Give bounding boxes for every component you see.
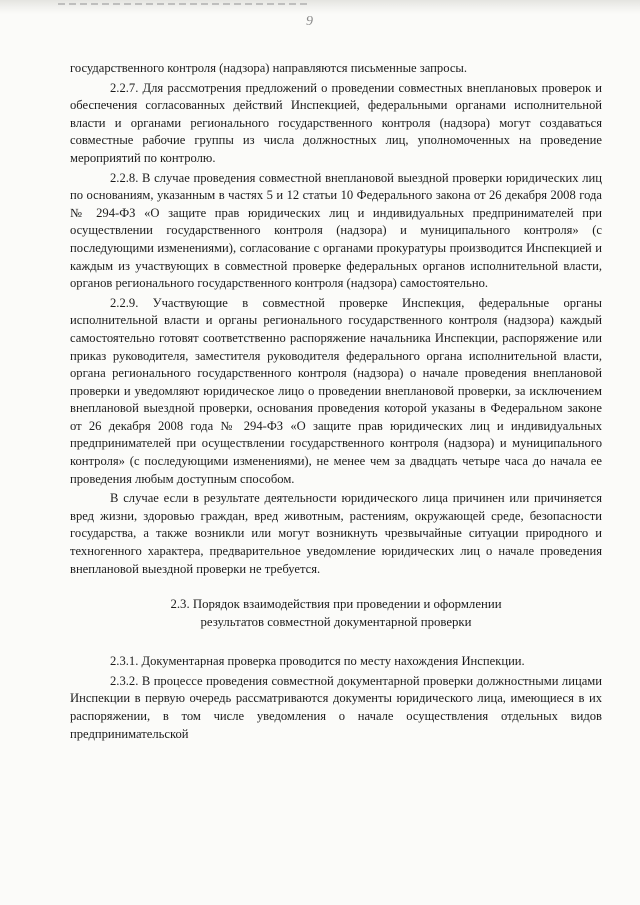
paragraph-2-3-1: 2.3.1. Документарная проверка проводится по месту нахождения Инспекции. xyxy=(110,654,525,669)
page-number: 9 xyxy=(306,14,313,29)
section-heading-2-3 xyxy=(70,595,602,631)
paragraph-2-2-8: 2.2.8. В случае проведения совместной внеплановой выездной проверки юридических лиц по основаниям, указанным в частях 5 и 12 статьи 10 Федерального закона от 26 декабря 2008 года № 294-ФЗ «О защите прав юридических лиц и индивидуальных предпринимателей при осуществлении государственного контроля (надзора) и муниципального контроля» (с последующими изменениями), согласование с органами прокуратуры производится Инспекцией и каждым из участвующих в совместной проверке федеральных органов исполнительной власти, органов регионального государственного контроля (надзора) самостоятельно. xyxy=(70,170,602,291)
document-body xyxy=(70,60,602,743)
paragraph-2-2-9: 2.2.9. Участвующие в совместной проверке Инспекция, федеральные органы исполнительной власти и органы регионального государственного контроля (надзора) каждый самостоятельно готовят соответственно распоряжение начальника Инспекции, распоряжение или приказ руководителя, заместителя руководителя федерального органа исполнительной власти, органа регионального государственного контроля (надзора) о начале проведения внеплановой проверки и уведомляют юридическое лицо о проведении внеплановой проверки, за исключением внеплановой выездной проверки, основания проведения которой указаны в Федеральном законе от 26 декабря 2008 года № 294-ФЗ «О защите прав юридических лиц и индивидуальных предпринимателей при осуществлении государственного контроля (надзора) и муниципального контроля» (с последующими изменениями), не менее чем за двадцать четыре часа до начала ее проведения любым доступным способом. xyxy=(70,295,602,486)
paragraph-2-2-7: 2.2.7. Для рассмотрения предложений о проведении совместных внеплановых проверок и обеспечения согласованных действий Инспекцией, федеральными органами исполнительной власти и органами регионального государственного контроля (надзора) могут создаваться совместные рабочие группы из числа должностных лиц, уполномоченных на проведение мероприятий по контролю. xyxy=(70,80,602,165)
paragraph-continuation: государственного контроля (надзора) направляются письменные запросы. xyxy=(70,61,468,75)
section-heading-line-1: 2.3. Порядок взаимодействия при проведении и оформлении xyxy=(170,597,502,612)
paragraph-2-2-9-continued: В случае если в результате деятельности юридического лица причинен или причиняется вред жизни, здоровью граждан, вред животным, растениям, окружающей среде, безопасности государства, а также возникли или могут возникнуть чрезвычайные ситуации природного и техногенного характера, предварительное уведомление юридических лиц о начале проведения внеплановой выездной проверки не требуется. xyxy=(70,491,602,576)
section-heading-line-2: результатов совместной документарной проверки xyxy=(200,615,472,630)
scan-edge-mark xyxy=(58,3,308,5)
paragraph-2-3-2: 2.3.2. В процессе проведения совместной документарной проверки должностными лицами Инспекции в первую очередь рассматриваются документы юридического лица, имеющиеся в их распоряжении, в том числе уведомления о начале осуществления отдельных видов предпринимательской xyxy=(70,673,602,741)
